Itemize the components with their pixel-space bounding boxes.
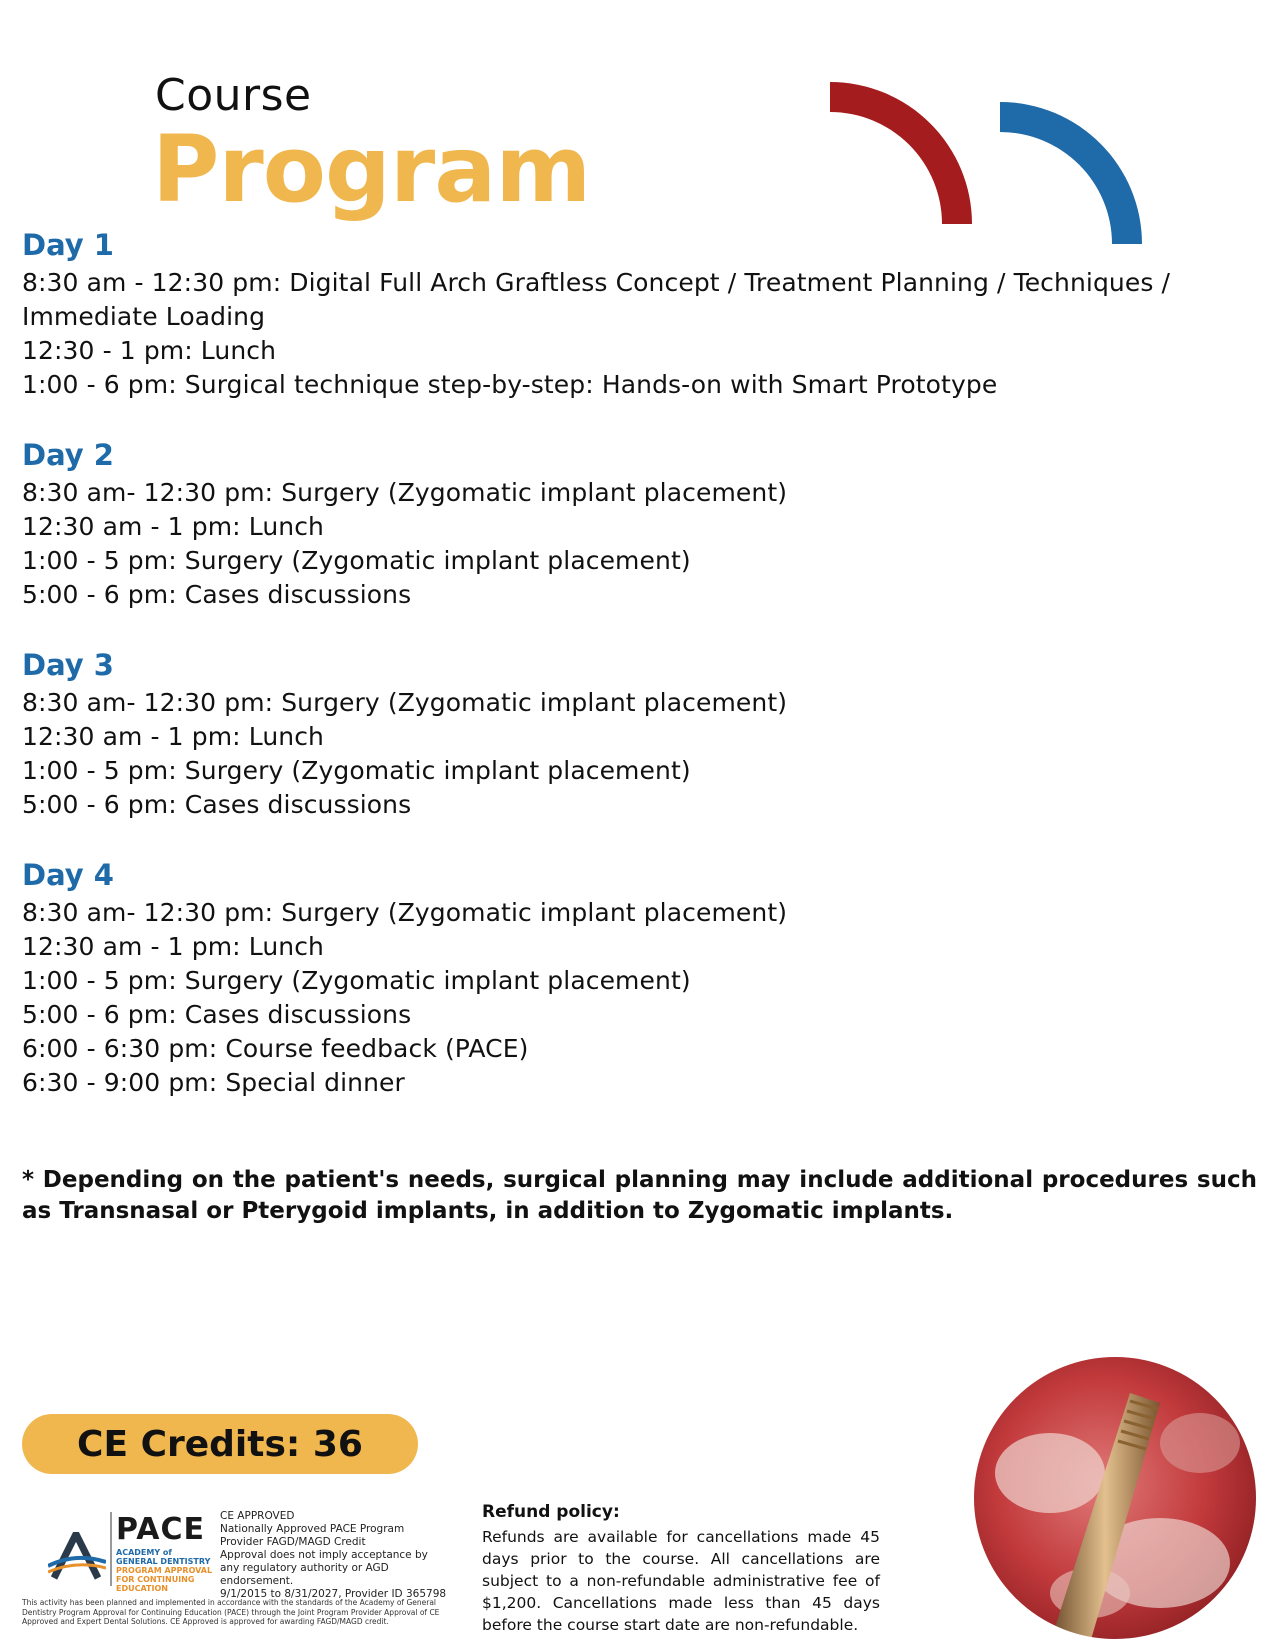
day-section bbox=[22, 856, 1252, 1100]
pace-logo-word: PACE bbox=[116, 1512, 205, 1547]
refund-policy-title: Refund policy: bbox=[482, 1502, 620, 1522]
red-arc bbox=[830, 82, 972, 224]
schedule-line: 5:00 - 6 pm: Cases discussions bbox=[22, 1000, 412, 1029]
schedule-line: 1:00 - 5 pm: Surgery (Zygomatic implant placement) bbox=[22, 546, 691, 575]
schedule bbox=[22, 226, 1252, 1134]
day-section bbox=[22, 226, 1252, 402]
refund-policy bbox=[482, 1500, 880, 1636]
schedule-line: 1:00 - 5 pm: Surgery (Zygomatic implant placement) bbox=[22, 966, 691, 995]
decorative-arcs bbox=[830, 70, 1160, 250]
day-title: Day 4 bbox=[22, 858, 114, 892]
schedule-line: 12:30 am - 1 pm: Lunch bbox=[22, 512, 324, 541]
day-title: Day 3 bbox=[22, 648, 114, 682]
pace-logo-subtitle: ACADEMY of GENERAL DENTISTRY PROGRAM APPROVAL FOR CONTINUING EDUCATION bbox=[116, 1548, 213, 1593]
implant-photo bbox=[970, 1353, 1260, 1643]
ce-credits-badge bbox=[22, 1414, 418, 1474]
refund-policy-body: Refunds are available for cancellations made 45 days prior to the course. All cancellations are subject to a non-refundable administrative fee of $1,200. Cancellations made less than 45 days before the course start date are non-refundable. bbox=[482, 1528, 880, 1634]
schedule-line: 8:30 am- 12:30 pm: Surgery (Zygomatic implant placement) bbox=[22, 688, 788, 717]
header-course: Course bbox=[155, 70, 312, 121]
ce-credits-label: CE Credits: 36 bbox=[77, 1423, 363, 1465]
schedule-line: 1:00 - 6 pm: Surgical technique step-by-step: Hands-on with Smart Prototype bbox=[22, 370, 998, 399]
schedule-line: 1:00 - 5 pm: Surgery (Zygomatic implant placement) bbox=[22, 756, 691, 785]
schedule-line: 12:30 am - 1 pm: Lunch bbox=[22, 932, 324, 961]
schedule-line: 8:30 am- 12:30 pm: Surgery (Zygomatic implant placement) bbox=[22, 898, 788, 927]
schedule-line: 6:00 - 6:30 pm: Course feedback (PACE) bbox=[22, 1034, 529, 1063]
schedule-line: 8:30 am- 12:30 pm: Surgery (Zygomatic implant placement) bbox=[22, 478, 788, 507]
day-section bbox=[22, 436, 1252, 612]
schedule-line: 8:30 am - 12:30 pm: Digital Full Arch Graftless Concept / Treatment Planning / Techniques / bbox=[22, 268, 1171, 297]
schedule-line: 12:30 am - 1 pm: Lunch bbox=[22, 722, 324, 751]
pace-logo-icon bbox=[48, 1532, 106, 1582]
header-program: Program bbox=[152, 116, 591, 223]
schedule-line: 6:30 - 9:00 pm: Special dinner bbox=[22, 1068, 405, 1097]
day-title: Day 2 bbox=[22, 438, 114, 472]
day-title: Day 1 bbox=[22, 228, 114, 262]
pace-divider bbox=[110, 1512, 112, 1586]
procedure-note: * Depending on the patient's needs, surgical planning may include additional procedures such as Transnasal or Pterygoid implants, in addition to Zygomatic implants. bbox=[22, 1167, 1257, 1224]
pace-approval-text: CE APPROVED Nationally Approved PACE Program Provider FAGD/MAGD Credit Approval does not imply acceptance by any regulatory authority or AGD endorsement. 9/1/2015 to 8/31/2027, Provider ID 365798 bbox=[220, 1510, 447, 1600]
day-section bbox=[22, 646, 1252, 822]
schedule-line: 5:00 - 6 pm: Cases discussions bbox=[22, 790, 412, 819]
blue-arc bbox=[1000, 102, 1142, 244]
pace-approval bbox=[48, 1510, 468, 1600]
schedule-line: Immediate Loading bbox=[22, 302, 266, 331]
schedule-line: 5:00 - 6 pm: Cases discussions bbox=[22, 580, 412, 609]
pace-fine-print: This activity has been planned and implemented in accordance with the standards of the Academy of General Dentistry Program Approval for Continuing Education (PACE) through the Joint Program Provider Approval of CE Approved and Expert Dental Solutions. CE Approved is approved for awarding FAGD/MAGD credit. bbox=[22, 1598, 440, 1626]
schedule-line: 12:30 - 1 pm: Lunch bbox=[22, 336, 277, 365]
